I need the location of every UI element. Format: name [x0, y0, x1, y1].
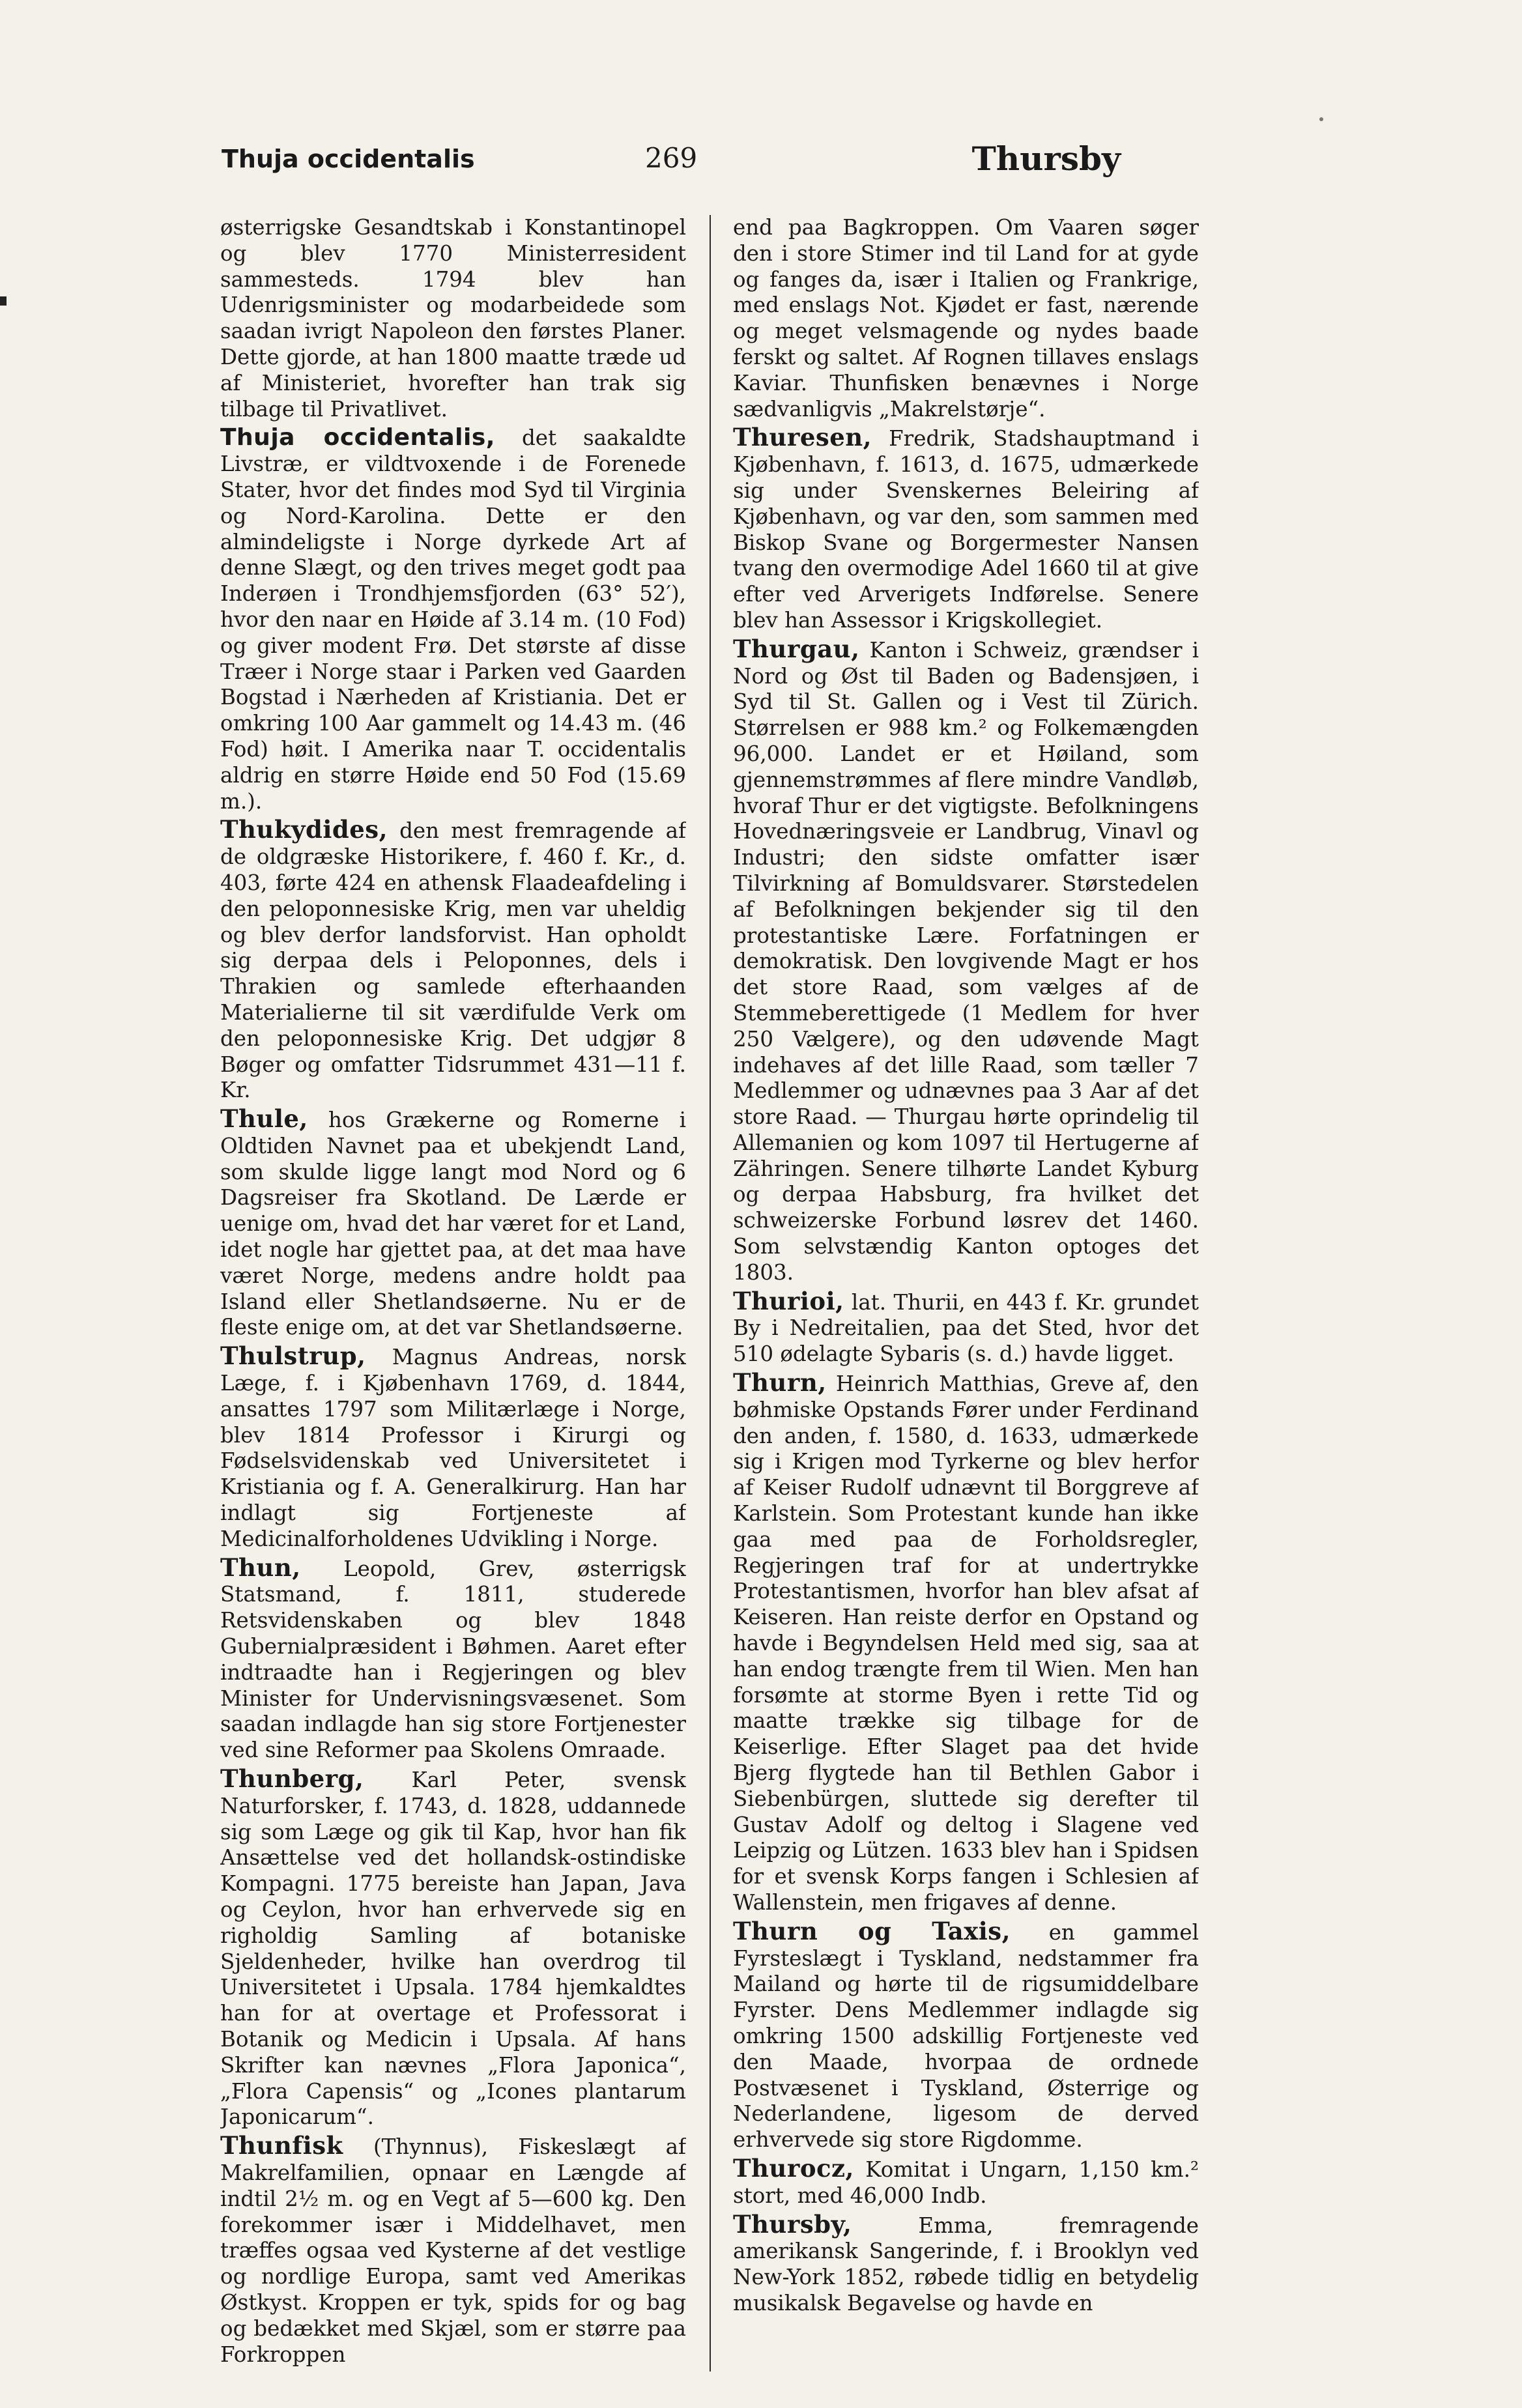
header-right-title: Thursby	[971, 139, 1121, 178]
entry-text: det saakaldte Livstræ, er vildtvoxende i de Forenede Stater, hvor det findes mod Syd til Virginia og Nord-Karolina. Dette er den almindeligste i Norge dyrkede Art af denne Slægt, og den trives meget godt paa Inderøen i Trondhjemsfjorden (63° 52′), hvor den naar en Høide af 3.14 m. (10 Fod) og giver modent Frø. Det største af disse Træer i Norge staar i Parken ved Gaarden Bogstad i Nærheden af Kristiania. Det er omkring 100 Aar gammelt og 14.43 m. (46 Fod) høit. I Amerika naar T. occidentalis aldrig en større Høide end 50 Fod (15.69 m.).	[220, 425, 686, 814]
entry-headword: Thunfisk	[220, 2131, 343, 2160]
left-column	[220, 215, 686, 2372]
entry-text: en gammel Fyrsteslægt i Tyskland, nedstammer fra Mailand og hørte til de rigsumiddelbare Fyrster. Dens Medlemmer indlagde sig omkring 1500 adskillig Fortjeneste ved den Maade, hvorpaa de ordnede Postvæsenet i Tyskland, Østerrige og Nederlandene, ligesom de derved erhvervede sig store Rigdomme.	[733, 1919, 1199, 2153]
entry-headword: Thukydides,	[220, 815, 388, 844]
entry-text: Heinrich Matthias, Greve af, den bøhmiske Opstands Fører under Ferdinand den anden, f. 1580, d. 1633, udmærkede sig i Krigen mod Tyrkerne og blev herfor af Keiser Rudolf udnævnt til Borggreve af Karlstein. Som Protestant kunde han ikke gaa med paa de Forholdsregler, Regjeringen traf for at undertrykke Protestantismen, hvorfor han blev afsat af Keiseren. Han reiste derfor en Opstand og havde i Begyndelsen Held med sig, saa at han endog trængte frem til Wien. Men han forsømte at storme Byen i rette Tid og maatte trække sig tilbage for de Keiserlige. Efter Slaget paa det hvide Bjerg flygtede han til Bethlen Gabor i Siebenbürgen, sluttede sig derefter til Gustav Adolf og deltog i Slagene ved Leipzig og Lützen. 1633 blev han i Spidsen for et svensk Korps fangen i Schlesien af Wallenstein, men frigaves af denne.	[733, 1371, 1199, 1915]
dictionary-entry	[733, 1286, 1199, 1368]
entry-headword: Thun,	[220, 1553, 301, 1582]
entry-text: end paa Bagkroppen. Om Vaaren søger den i store Stimer ind til Land for at gyde og fanges da, især i Italien og Frankrige, med enslags Not. Kjødet er fast, nærende og meget velsmagende og nydes baade ferskt og saltet. Af Rognen tillaves enslags Kaviar. Thunfisken benævnes i Norge sædvanligvis „Makrelstørje“.	[733, 215, 1199, 422]
dictionary-entry	[220, 817, 686, 1104]
entry-text: (Thynnus), Fiskeslægt af Makrelfamilien, opnaar en Længde af indtil 2½ m. og en Vegt af 5—600 kg. Den forekommer især i Middelhavet, men træffes ogsaa ved Kysterne af det vestlige og nordlige Europa, samt ved Amerikas Østkyst. Kroppen er tyk, spids for og bag og bedækket med Skjæl, som er større paa Forkroppen	[220, 2134, 686, 2367]
dictionary-entry	[220, 1766, 686, 2130]
entry-text: den mest fremragende af de oldgræske Historikere, f. 460 f. Kr., d. 403, førte 424 en athensk Flaadeafdeling i den peloponnesiske Krig, men var uheldig og blev derfor landsforvist. Han opholdt sig derpaa dels i Peloponnes, dels i Thrakien og samlede efterhaanden Materialierne til sit værdifulde Verk om den peloponnesiske Krig. Det udgjør 8 Bøger og omfatter Tidsrummet 431—11 f. Kr.	[220, 818, 686, 1103]
entry-headword: Thuja occidentalis,	[220, 424, 495, 452]
entry-headword: Thunberg,	[220, 1764, 364, 1794]
dictionary-entry	[733, 634, 1199, 1286]
entry-headword: Thuresen,	[733, 423, 872, 452]
dictionary-entry	[220, 215, 686, 422]
margin-mark	[0, 296, 7, 306]
entry-text: Karl Peter, svensk Naturforsker, f. 1743, d. 1828, uddannede sig som Læge og gik til Kap, hvor han fik Ansættelse ved det hollandsk-ostindiske Kompagni. 1775 bereiste han Japan, Java og Ceylon, hvor han erhvervede sig en righoldig Samling af botaniske Sjeldenheder, hvilke han overdrog til Universitetet i Upsala. 1784 hjemkaldtes han for at overtage et Professorat i Botanik og Medicin i Upsala. Af hans Skrifter kan nævnes „Flora Japonica“, „Flora Capensis“ og „Icones plantarum Japonicarum“.	[220, 1768, 686, 2130]
dictionary-entry	[733, 1370, 1199, 1916]
dictionary-entry	[733, 1916, 1199, 2153]
entry-headword: Thurgau,	[733, 634, 860, 663]
right-column	[733, 215, 1199, 2372]
entry-headword: Thurioi,	[733, 1286, 844, 1315]
entry-text: hos Grækerne og Romerne i Oldtiden Navnet paa et ubekjendt Land, som skulde ligge langt mod Nord og 6 Dagsreiser fra Skotland. De Lærde er uenige om, hvad det har været for et Land, idet nogle har gjettet paa, at det maa have været Norge, medens andre holdt paa Island eller Shetlandsøerne. Nu er de fleste enige om, at det var Shetlandsøerne.	[220, 1108, 686, 1340]
dictionary-entry	[220, 2133, 686, 2368]
dictionary-entry	[733, 2209, 1199, 2317]
entry-headword: Thule,	[220, 1104, 308, 1134]
entry-text: Emma, fremragende amerikansk Sangerinde, f. i Brooklyn ved New-York 1852, røbede tidlig en betydelig musikalsk Begavelse og havde en	[733, 2213, 1199, 2315]
dictionary-entry	[733, 215, 1199, 422]
dictionary-entry	[220, 1106, 686, 1341]
entry-headword: Thurocz,	[733, 2153, 854, 2183]
dictionary-entry	[733, 2153, 1199, 2209]
entry-headword: Thurn og Taxis,	[733, 1916, 1011, 1945]
entry-text: Kanton i Schweiz, grændser i Nord og Øst til Baden og Badensjøen, i Syd til St. Gallen og i Vest til Zürich. Størrelsen er 988 km.² og Folkemængden 96,000. Landet er et Høiland, som gjennemstrømmes af flere mindre Vandløb, hvoraf Thur er det vigtigste. Befolkningens Hovednæringsveie er Landbrug, Vinavl og Industri; den sidste omfatter især Tilvirkning af Bomuldsvarer. Størstedelen af Befolkningen bekjender sig til den protestantiske Lære. Forfatningen er demokratisk. Den lovgivende Magt er hos det store Raad, som vælges af de Stemmeberettigede (1 Medlem for hver 250 Vælgere), og den udøvende Magt indehaves af det lille Raad, som tæller 7 Medlemmer og udnævnes paa 3 Aar af det store Raad. — Thurgau hørte oprindelig til Allemanien og kom 1097 til Hertugerne af Zähringen. Senere tilhørte Landet Kyburg og derpaa Habsburg, fra hvilket det schweizerske Forbund løsrev det 1460. Som selvstændig Kanton optoges det 1803.	[733, 637, 1199, 1285]
dictionary-entry	[733, 425, 1199, 633]
entry-text: lat. Thurii, en 443 f. Kr. grundet By i Nedreitalien, paa det Sted, hvor det 510 ødelagte Sybaris (s. d.) havde ligget.	[733, 1289, 1199, 1367]
header-left-title: Thuja occidentalis	[222, 145, 475, 173]
entry-text: Komitat i Ungarn, 1,150 km.² stort, med 46,000 Indb.	[733, 2157, 1199, 2208]
dictionary-entry	[220, 425, 686, 814]
page-number: 269	[645, 142, 698, 174]
column-rule	[710, 215, 711, 2372]
entry-text: Leopold, Grev, østerrigsk Statsmand, f. 1811, studerede Retsvidenskaben og blev 1848 Gubernialpræsident i Bøhmen. Aaret efter indtraadte han i Regjeringen og blev Minister for Undervisningsvæsenet. Som saadan indlagde han sig store Fortjenester ved sine Reformer paa Skolens Omraade.	[220, 1556, 686, 1763]
entry-headword: Thursby,	[733, 2209, 852, 2239]
entry-text: Fredrik, Stadshauptmand i Kjøbenhavn, f. 1613, d. 1675, udmærkede sig under Svenskernes Beleiring af Kjøbenhavn, og var den, som sammen med Biskop Svane og Borgermester Nansen tvang den overmodige Adel 1660 til at give efter ved Arverigets Indførelse. Senere blev han Assessor i Krigskollegiet.	[733, 426, 1199, 633]
page-speck	[1319, 117, 1323, 121]
dictionary-entry	[220, 1343, 686, 1552]
entry-headword: Thurn,	[733, 1368, 827, 1398]
running-header	[222, 137, 1121, 189]
dictionary-entry	[220, 1555, 686, 1764]
entry-text: Magnus Andreas, norsk Læge, f. i Kjøbenhavn 1769, d. 1844, ansattes 1797 som Militærlæge i Norge, blev 1814 Professor i Kirurgi og Fødselsvidenskab ved Universitetet i Kristiania og f. A. Generalkirurg. Han har indlagt sig Fortjeneste af Medicinalforholdenes Udvikling i Norge.	[220, 1345, 686, 1551]
entry-text: østerrigske Gesandtskab i Konstantinopel og blev 1770 Ministerresident sammesteds. 1794 blev han Udenrigsminister og modarbeidede som saadan ivrigt Napoleon den førstes Planer. Dette gjorde, at han 1800 maatte træde ud af Ministeriet, hvorefter han trak sig tilbage til Privatlivet.	[220, 215, 686, 422]
entry-headword: Thulstrup,	[220, 1341, 366, 1371]
